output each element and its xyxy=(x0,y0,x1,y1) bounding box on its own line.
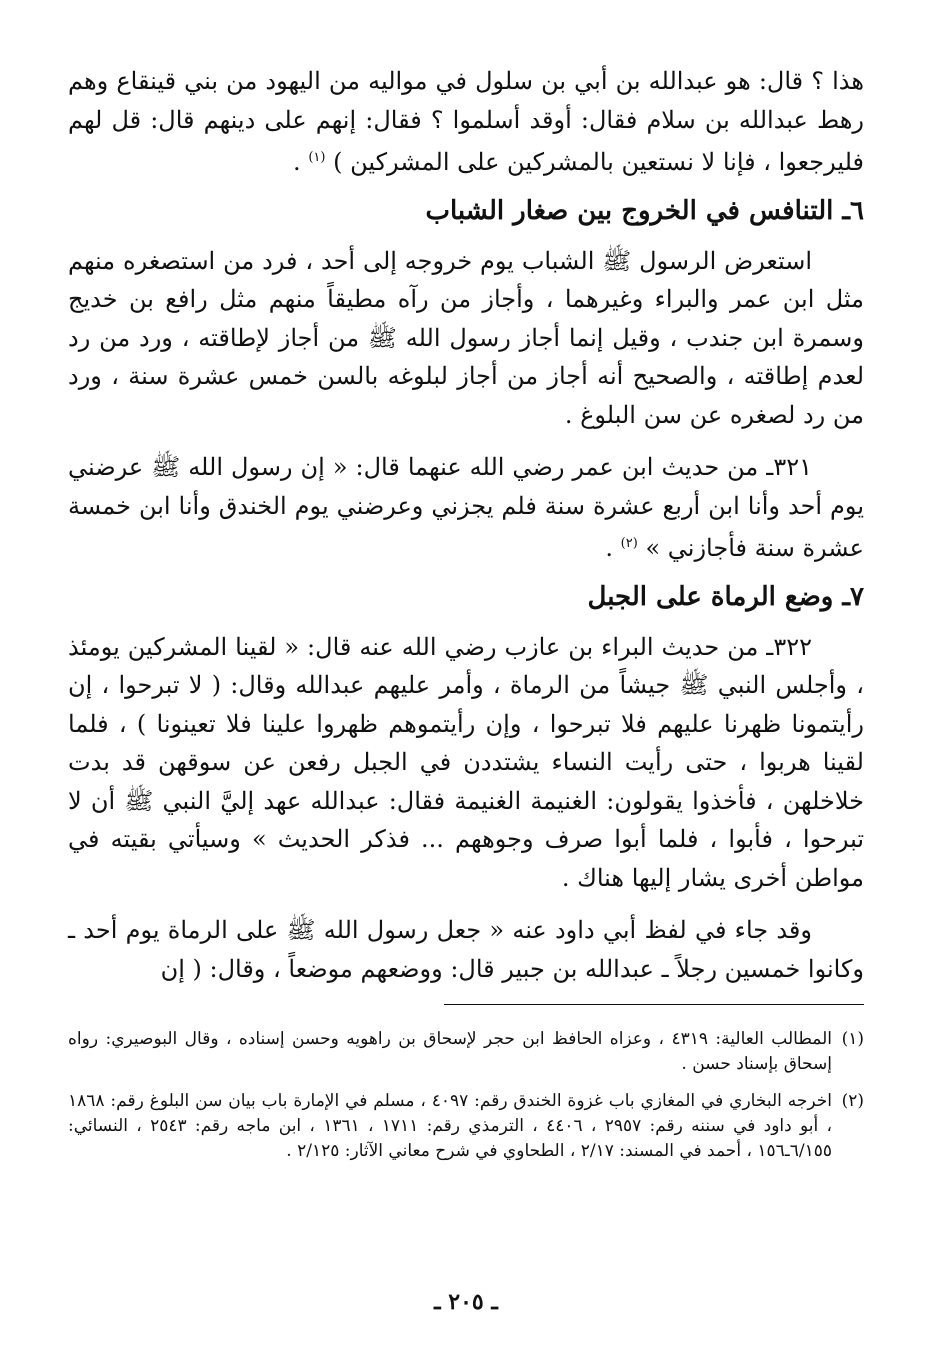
paragraph-1-text: هذا ؟ قال: هو عبدالله بن أبي بن سلول في مواليه من اليهود من بني قينقاع وهم رهط عبدالله بن سلام فقال: أوقد أسلموا ؟ فقال: إنهم على دينهم قال: قل لهم فليرجعوا ، فإنا لا نستعين بالمشركين على المشركين ) xyxy=(68,67,864,176)
footnote-2-text: اخرجه البخاري في المغازي باب غزوة الخندق رقم: ٤٠٩٧ ، مسلم في الإمارة باب بيان سن البلوغ رقم: ١٨٦٨ ، أبو داود في سننه رقم: ٢٩٥٧ ، ٤٤٠٦ ، الترمذي رقم: ١٧١١ ، ١٣٦١ ، ابن ماجه رقم: ٢٥٤٣ ، النسائي: ٦/١٥٥ـ١٥٦ ، أحمد في المسند: ٢/١٧ ، الطحاوي في شرح معاني الآثار: ٢/١٢٥ . xyxy=(68,1091,833,1161)
section-heading-6: ٦ـ التنافس في الخروج بين صغار الشباب xyxy=(425,195,864,226)
footnote-1-number: (١) xyxy=(841,1029,864,1049)
paragraph-2: استعرض الرسول ﷺ الشباب يوم خروجه إلى أحد ، فرد من استصغره منهم مثل ابن عمر والبراء وغيرهما ، وأجاز من رآه مطيقاً منهم مثل رافع بن خديج وسمرة ابن جندب ، وقيل إنما أجاز رسول الله ﷺ من أجاز لإطاقته ، ورد من رد لعدم إطاقته ، والصحيح أنه أجاز من أجاز لبلوغه بالسن خمس عشرة سنة ، ورد من رد لصغره عن سن البلوغ . xyxy=(68,246,864,429)
hadith-321 xyxy=(68,448,864,568)
section-heading-7: ٧ـ وضع الرماة على الجبل xyxy=(587,581,864,612)
hadith-322: ٣٢٢ـ من حديث البراء بن عازب رضي الله عنه قال: « لقينا المشركين يومئذ ، وأجلس النبي ﷺ جيشاً من الرماة ، وأمر عليهم عبدالله وقال: ( لا تبرحوا ، إن رأيتمونا ظهرنا عليهم فلا تبرحوا ، وإن رأيتموهم ظهروا علينا فلا تعينونا ) ، فلما لقينا هربوا ، حتى رأيت النساء يشتددن في الجبل رفعن عن سوقهن قد بدت خلاخلهن ، فأخذوا يقولون: الغنيمة الغنيمة فقال: عبدالله عهد إليَّ النبي ﷺ أن لا تبرحوا ، فأبوا ، فلما أبوا صرف وجوههم ... فذكر الحديث » وسيأتي بقيته في مواطن أخرى يشار إليها هناك . xyxy=(68,632,864,892)
footnotes xyxy=(68,1027,864,1164)
footnote-ref-1[interactable]: (١) xyxy=(308,150,326,165)
footnote-ref-2[interactable]: (٢) xyxy=(620,536,638,551)
footnote-1 xyxy=(68,1027,864,1077)
hadith-321-text: ٣٢١ـ من حديث ابن عمر رضي الله عنهما قال: « إن رسول الله ﷺ عرضني يوم أحد وأنا ابن أربع عشرة سنة فلم يجزني وعرضني يوم الخندق وأنا ابن خمسة عشرة سنة فأجازني » xyxy=(68,453,864,562)
footnote-2-number: (٢) xyxy=(841,1091,864,1111)
footnote-divider xyxy=(444,1004,864,1005)
footnote-1-text: المطالب العالية: ٤٣١٩ ، وعزاه الحافظ ابن حجر لإسحاق بن راهويه وحسن إسناده ، وقال البوصيري: رواه إسحاق بإسناد حسن . xyxy=(68,1029,832,1074)
page-number: ـ ٢٠٥ ـ xyxy=(434,1289,498,1315)
footnote-2 xyxy=(68,1089,864,1164)
paragraph-1-end: . xyxy=(293,148,309,176)
spacer xyxy=(68,897,864,911)
spacer xyxy=(68,434,864,448)
paragraph-5: وقد جاء في لفظ أبي داود عنه « جعل رسول الله ﷺ على الرماة يوم أحد ـ وكانوا خمسين رجلاً ـ عبدالله بن جبير قال: ووضعهم موضعاً ، وقال: ( إن xyxy=(68,916,864,983)
page-body xyxy=(68,62,864,1176)
hadith-321-end: . xyxy=(605,534,621,562)
paragraph-1 xyxy=(68,62,864,182)
